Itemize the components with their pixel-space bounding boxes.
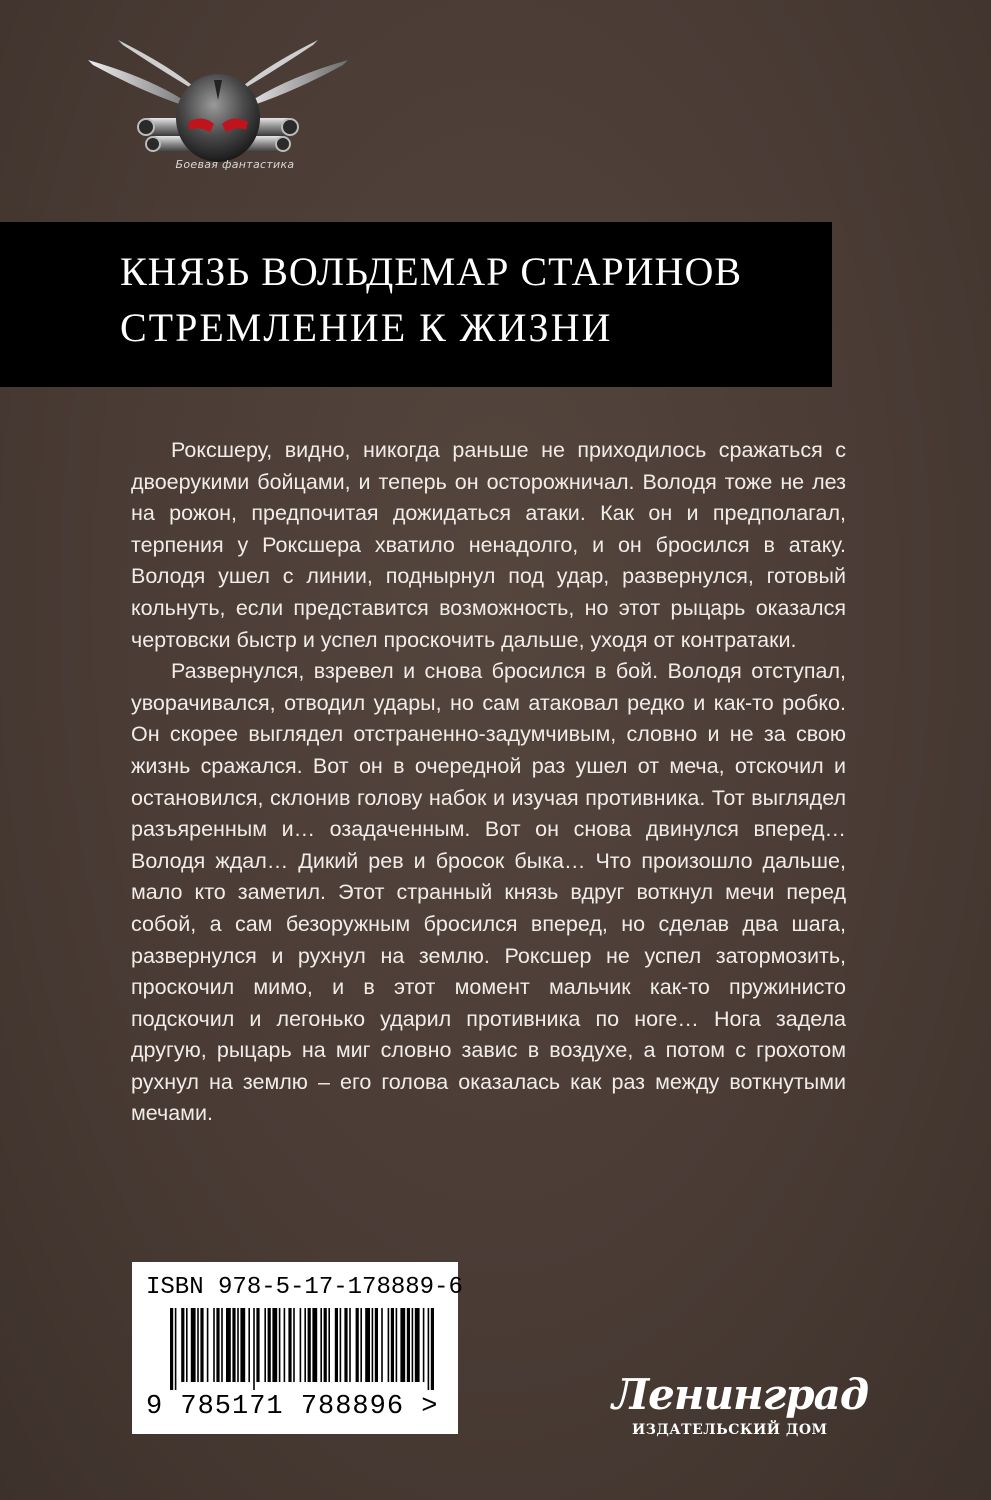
blurb-paragraph: Развернулся, взревел и снова бросился в бой. Володя отступал, уворачивался, отводил удары, но сам атаковал редко и как-то робко. Он скорее выглядел отстраненно-задумчивым, словно и не за свою жизнь сражался. Вот он в очередной раз ушел от меча, отскочил и остановился, склонив голову набок и изучая противника. Тот выглядел разъяренным и… озадаченным. Вот он снова двинулся вперед… Володя ждал… Дикий рев и бросок быка… Что произошло дальше, мало кто заметил. Этот странный князь вдруг воткнул мечи перед собой, а сам безоружным бросился вперед, но сделав два шага, развернулся и рухнул на землю. Роксшер не успел затормозить, проскочил мимо, и в этот момент мальчик как-то пружинисто подскочил и легонько ударил противника по ноге… Нога задела другую, рыцарь на миг словно завис в воздухе, а потом с грохотом рухнул на землю – его голова оказалась как раз между воткнутыми мечами. — [131, 659, 846, 1126]
author-name: КНЯЗЬ ВОЛЬДЕМАР СТАРИНОВ — [120, 249, 743, 294]
barcode-icon — [132, 1308, 458, 1390]
publisher-logo — [612, 1370, 869, 1450]
publisher-subtitle: ИЗДАТЕЛЬСКИЙ ДОМ — [632, 1422, 828, 1438]
barcode-panel — [132, 1262, 463, 1434]
book-title: СТРЕМЛЕНИЕ К ЖИЗНИ — [120, 305, 613, 350]
isbn-number: ISBN 978-5-17-178889-6 — [146, 1274, 463, 1301]
publisher-name: Ленинград — [612, 1370, 869, 1419]
blurb-text — [131, 435, 846, 1130]
barcode-digits: 9 785171 788896 > — [146, 1392, 439, 1422]
series-label: Боевая фантастика — [175, 158, 295, 171]
blurb-paragraph: Роксшеру, видно, никогда раньше не приходилось сражаться с двоерукими бойцами, и теперь он осторожничал. Володя тоже не лез на рожон, предпочитая дожидаться атаки. Как он и предполагал, терпения у Роксшера хватило ненадолго, и он бросился в атаку. Володя ушел с линии, поднырнул под удар, развернулся, готовый кольнуть, если представится возможность, но этот рыцарь оказался чертовски быстр и успел проскочить дальше, уходя от контратаки. — [131, 438, 846, 652]
